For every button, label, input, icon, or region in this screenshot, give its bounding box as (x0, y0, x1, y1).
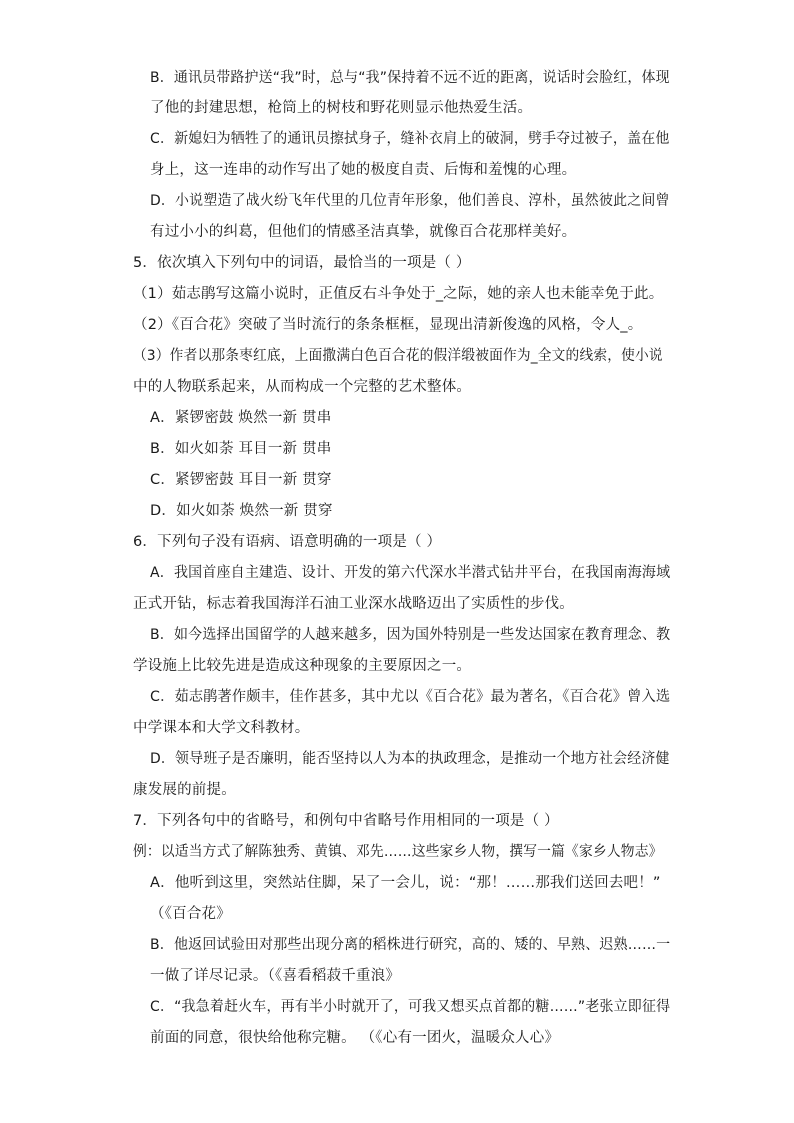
text-line: A．我国首座自主建造、设计、开发的第六代深水半潜式钻井平台，在我国南海海域 (150, 565, 671, 581)
text-line: 康发展的前提。 (133, 782, 236, 798)
text-line: C．紧锣密鼓 耳目一新 贯穿 (150, 472, 332, 488)
text-line: 一做了详尽记录。（《喜看稻菽千重浪》 (150, 968, 401, 984)
text-line: （1）茹志鹃写这篇小说时，正值反右斗争处于_之际，她的亲人也未能幸免于此。 (133, 286, 664, 302)
text-line: C．“我急着赶火车，再有半小时就开了，可我又想买点首都的糖……”老张立即征得 (150, 999, 671, 1015)
text-line: 6．下列句子没有语病、语意明确的一项是（ ） (133, 534, 442, 550)
text-line: 中的人物联系起来，从而构成一个完整的艺术整体。 (133, 379, 472, 395)
text-line: 例：以适当方式了解陈独秀、黄镇、邓先……这些家乡人物，撰写一篇《家乡人物志》 (133, 844, 663, 860)
text-line: （2）《百合花》突破了当时流行的条条框框，显现出清新俊逸的风格，令人_。 (133, 317, 643, 333)
text-line: 前面的同意，很快给他称完糖。 （《心有一团火，温暖众人心》 (150, 1030, 560, 1046)
text-line: D．小说塑造了战火纷飞年代里的几位青年形象，他们善良、淳朴，虽然彼此之间曾 (150, 193, 670, 209)
text-line: 正式开钻，标志着我国海洋石油工业深水战略迈出了实质性的步伐。 (133, 596, 574, 612)
text-line: 7．下列各句中的省略号，和例句中省略号作用相同的一项是（ ） (133, 813, 559, 829)
text-line: C．新媳妇为牺牲了的通讯员擦拭身子，缝补衣肩上的破洞，劈手夺过被子，盖在他 (150, 131, 670, 147)
text-line: C．茹志鹃著作颇丰，佳作甚多，其中尤以《百合花》最为著名，《百合花》曾入选 (150, 689, 671, 705)
text-line: 身上，这一连串的动作写出了她的极度自责、后悔和羞愧的心理。 (150, 162, 577, 178)
text-line: B．他返回试验田对那些出现分离的稻株进行研究，高的、矮的、早熟、迟熟……一 (150, 937, 671, 953)
text-line: A．他听到这里，突然站住脚，呆了一会儿，说：“那！……那我们送回去吧！” (150, 875, 661, 891)
text-line: （3）作者以那条枣红底，上面撒满白色百合花的假洋缎被面作为_全文的线索，使小说 (133, 348, 663, 364)
text-line: A．紧锣密鼓 焕然一新 贯串 (150, 410, 332, 426)
text-line: B．如火如荼 耳目一新 贯串 (150, 441, 332, 457)
text-line: 了他的封建思想，枪筒上的树枝和野花则显示他热爱生活。 (150, 100, 533, 116)
text-line: D．如火如荼 焕然一新 贯穿 (150, 503, 333, 519)
text-line: 有过小小的纠葛，但他们的情感圣洁真挚，就像百合花那样美好。 (150, 224, 577, 240)
text-line: D．领导班子是否廉明，能否坚持以人为本的执政理念，是推动一个地方社会经济健 (150, 751, 670, 767)
text-line: B．通讯员带路护送“我”时，总与“我”保持着不远不近的距离，说话时会脸红，体现 (150, 70, 670, 86)
text-line: （《百合花》 (150, 906, 231, 922)
text-line: 中学课本和大学文科教材。 (133, 720, 310, 736)
text-line: B．如今选择出国留学的人越来越多，因为国外特别是一些发达国家在教育理念、教 (150, 627, 671, 643)
text-line: 学设施上比较先进是造成这种现象的主要原因之一。 (133, 658, 472, 674)
text-line: 5．依次填入下列句中的词语，最恰当的一项是（ ） (133, 255, 471, 271)
